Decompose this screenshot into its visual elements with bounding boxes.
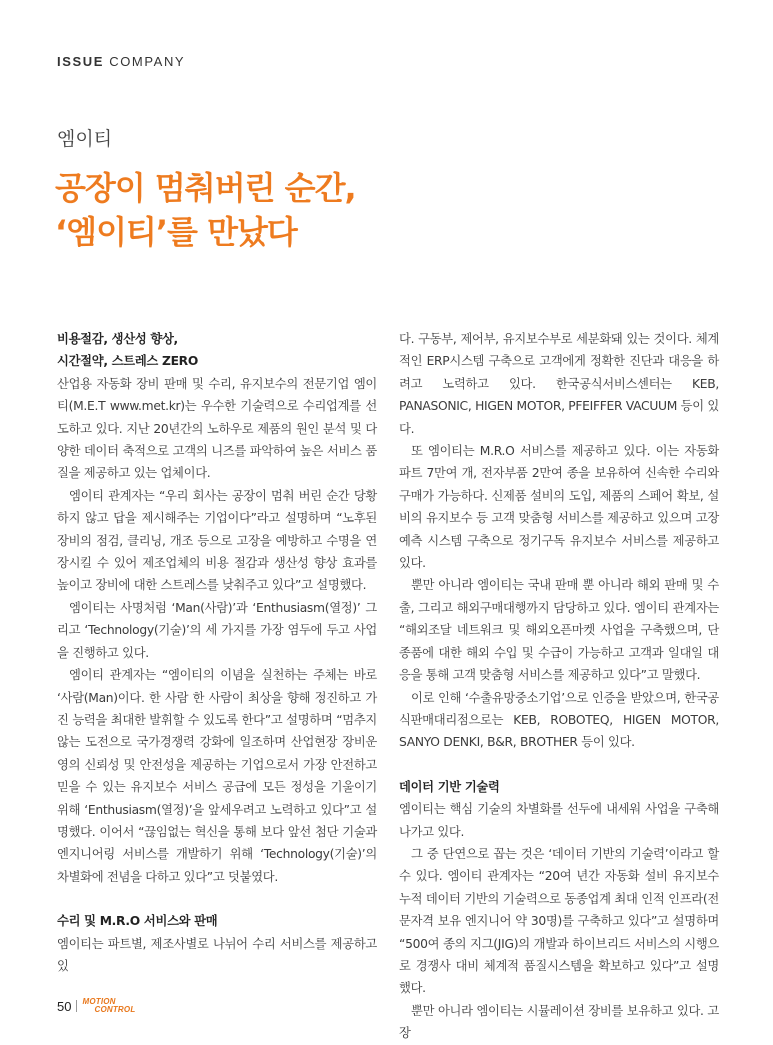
logo-line-1: MOTION xyxy=(82,997,116,1006)
paragraph: 이로 인해 ‘수출유망중소기업’으로 인증을 받았으며, 한국공식판매대리점으로는 KEB, ROBOTEQ, HIGEN MOTOR, SANYO DENKI, B&R, BROTHER 등이 있다. xyxy=(399,690,719,750)
paragraph: 엠이티는 파트별, 제조사별로 나뉘어 수리 서비스를 제공하고 있 xyxy=(57,936,377,973)
paragraph: 엠이티는 사명처럼 ‘Man(사람)’과 ‘Enthusiasm(열정)’ 그리고 ‘Technology(기술)’의 세 가지를 가장 염두에 두고 사업을 진행하고 있다. xyxy=(57,600,377,660)
paragraph: 뿐만 아니라 엠이티는 시뮬레이션 장비를 보유하고 있다. 고장 xyxy=(399,1003,719,1041)
section-label-issue: ISSUE xyxy=(57,54,105,69)
paragraph: 뿐만 아니라 엠이티는 국내 판매 뿐 아니라 해외 판매 및 수출, 그리고 해외구매대행까지 담당하고 있다. 엠이티 관계자는 “해외조달 네트워크 및 해외오픈마켓 사업을 구축했으며, 단종품에 대한 해외 수입 및 수급이 가능하고 고객과 일대일 대응을 통해 고객 맞춤형 서비스를 제공하고 있다”고 말했다. xyxy=(399,578,719,683)
paragraph: 엠이티는 핵심 기술의 차별화를 선두에 내세워 사업을 구축해 나가고 있다. xyxy=(399,802,719,839)
page-number: 50 xyxy=(57,998,72,1014)
company-name: 엠이티 xyxy=(57,128,113,150)
paragraph: 산업용 자동화 장비 판매 및 수리, 유지보수의 전문기업 엠이티(M.E.T www.met.kr)는 우수한 기술력으로 수리업계를 선도하고 있다. 지난 20년간의 노하우로 제품의 원인 분석 및 다양한 데이터 축적으로 고객의 니즈를 파악하여 높은 서비스 품질을 제공하고 있는 업체이다. xyxy=(57,376,377,481)
subheading: 데이터 기반 기술력 xyxy=(399,779,500,794)
paragraph: 그 중 단연으로 꼽는 것은 ‘데이터 기반의 기술력’이라고 할 수 있다. 엠이티 관계자는 “20여 년간 자동화 설비 유지보수 누적 데이터 기반의 기술력으로 동종업계 최대 인적 인프라(전문자격 보유 엔지니어 약 30명)를 구축하고 있다”고 설명하며 “500여 종의 지그(JIG)의 개발과 하이브리드 서비스의 시행으로 경쟁사 대비 체계적 품질시스템을 확보하고 있다”고 설명했다. xyxy=(399,846,719,996)
paragraph: 엠이티 관계자는 “우리 회사는 공장이 멈춰 버린 순간 당황하지 않고 답을 제시해주는 기업이다”라고 설명하며 “노후된 장비의 점검, 클리닝, 개조 등으로 고장을 예방하고 수명을 연장시킬 수 있어 제조업체의 비용 절감과 생산성 향상 효과를 높이고 장비에 대한 스트레스를 낮춰주고 있다”고 설명했다. xyxy=(57,488,377,593)
section-header xyxy=(57,54,185,69)
headline-line-1: 공장이 멈춰버린 순간, xyxy=(55,169,356,207)
page-footer xyxy=(57,998,135,1014)
left-column xyxy=(57,328,377,977)
subheading: 시간절약, 스트레스 ZERO xyxy=(57,354,199,369)
magazine-logo xyxy=(82,998,135,1014)
paragraph: 또 엠이티는 M.R.O 서비스를 제공하고 있다. 이는 자동화 파트 7만여 개, 전자부품 2만여 종을 보유하여 신속한 수리와 구매가 가능하다. 신제품 설비의 도입, 제품의 스페어 확보, 설비의 유지보수 등 고객 맞춤형 서비스를 제공하고 있으며 고장 예측 시스템 구축으로 정기구독 유지보수 서비스를 제공하고 있다. xyxy=(399,444,719,571)
logo-line-2: CONTROL xyxy=(94,1005,136,1014)
headline-line-2: ‘엠이티’를 만났다 xyxy=(55,213,297,251)
right-column xyxy=(399,328,719,1045)
paragraph: 다. 구동부, 제어부, 유지보수부로 세분화돼 있는 것이다. 체계적인 ERP시스템 구축으로 고객에게 정확한 진단과 대응을 하려고 노력하고 있다. 한국공식서비스센터는 KEB, PANASONIC, HIGEN MOTOR, PFEIFFER VACUUM 등이 있다. xyxy=(399,332,720,436)
subheading: 수리 및 M.R.O 서비스와 판매 xyxy=(57,914,218,929)
paragraph: 엠이티 관계자는 “엠이티의 이념을 실천하는 주체는 바로 ‘사람(Man)이다. 한 사람 한 사람이 최상을 향해 정진하고 가진 능력을 최대한 발휘할 수 있도록 한다”고 설명하며 “멈추지 않는 도전으로 국가경쟁력 강화에 일조하며 산업현장 장비운영의 신뢰성 및 안전성을 제공하는 기업으로서 가장 안전하고 믿을 수 있는 유지보수 서비스 공급에 모든 정성을 기울이기 위해 ‘Enthusiasm(열정)’을 앞세우려고 노력하고 있다”고 설명했다. 이어서 “끊임없는 혁신을 통해 보다 앞선 첨단 기술과 엔지니어링 서비스를 개발하기 위해 ‘Technology(기술)’의 차별화에 전념을 다하고 있다”고 덧붙였다. xyxy=(57,668,377,884)
section-label-company: COMPANY xyxy=(109,54,186,69)
article-headline xyxy=(55,166,356,254)
subheading: 비용절감, 생산성 향상, xyxy=(57,332,178,346)
footer-divider xyxy=(76,1000,77,1012)
